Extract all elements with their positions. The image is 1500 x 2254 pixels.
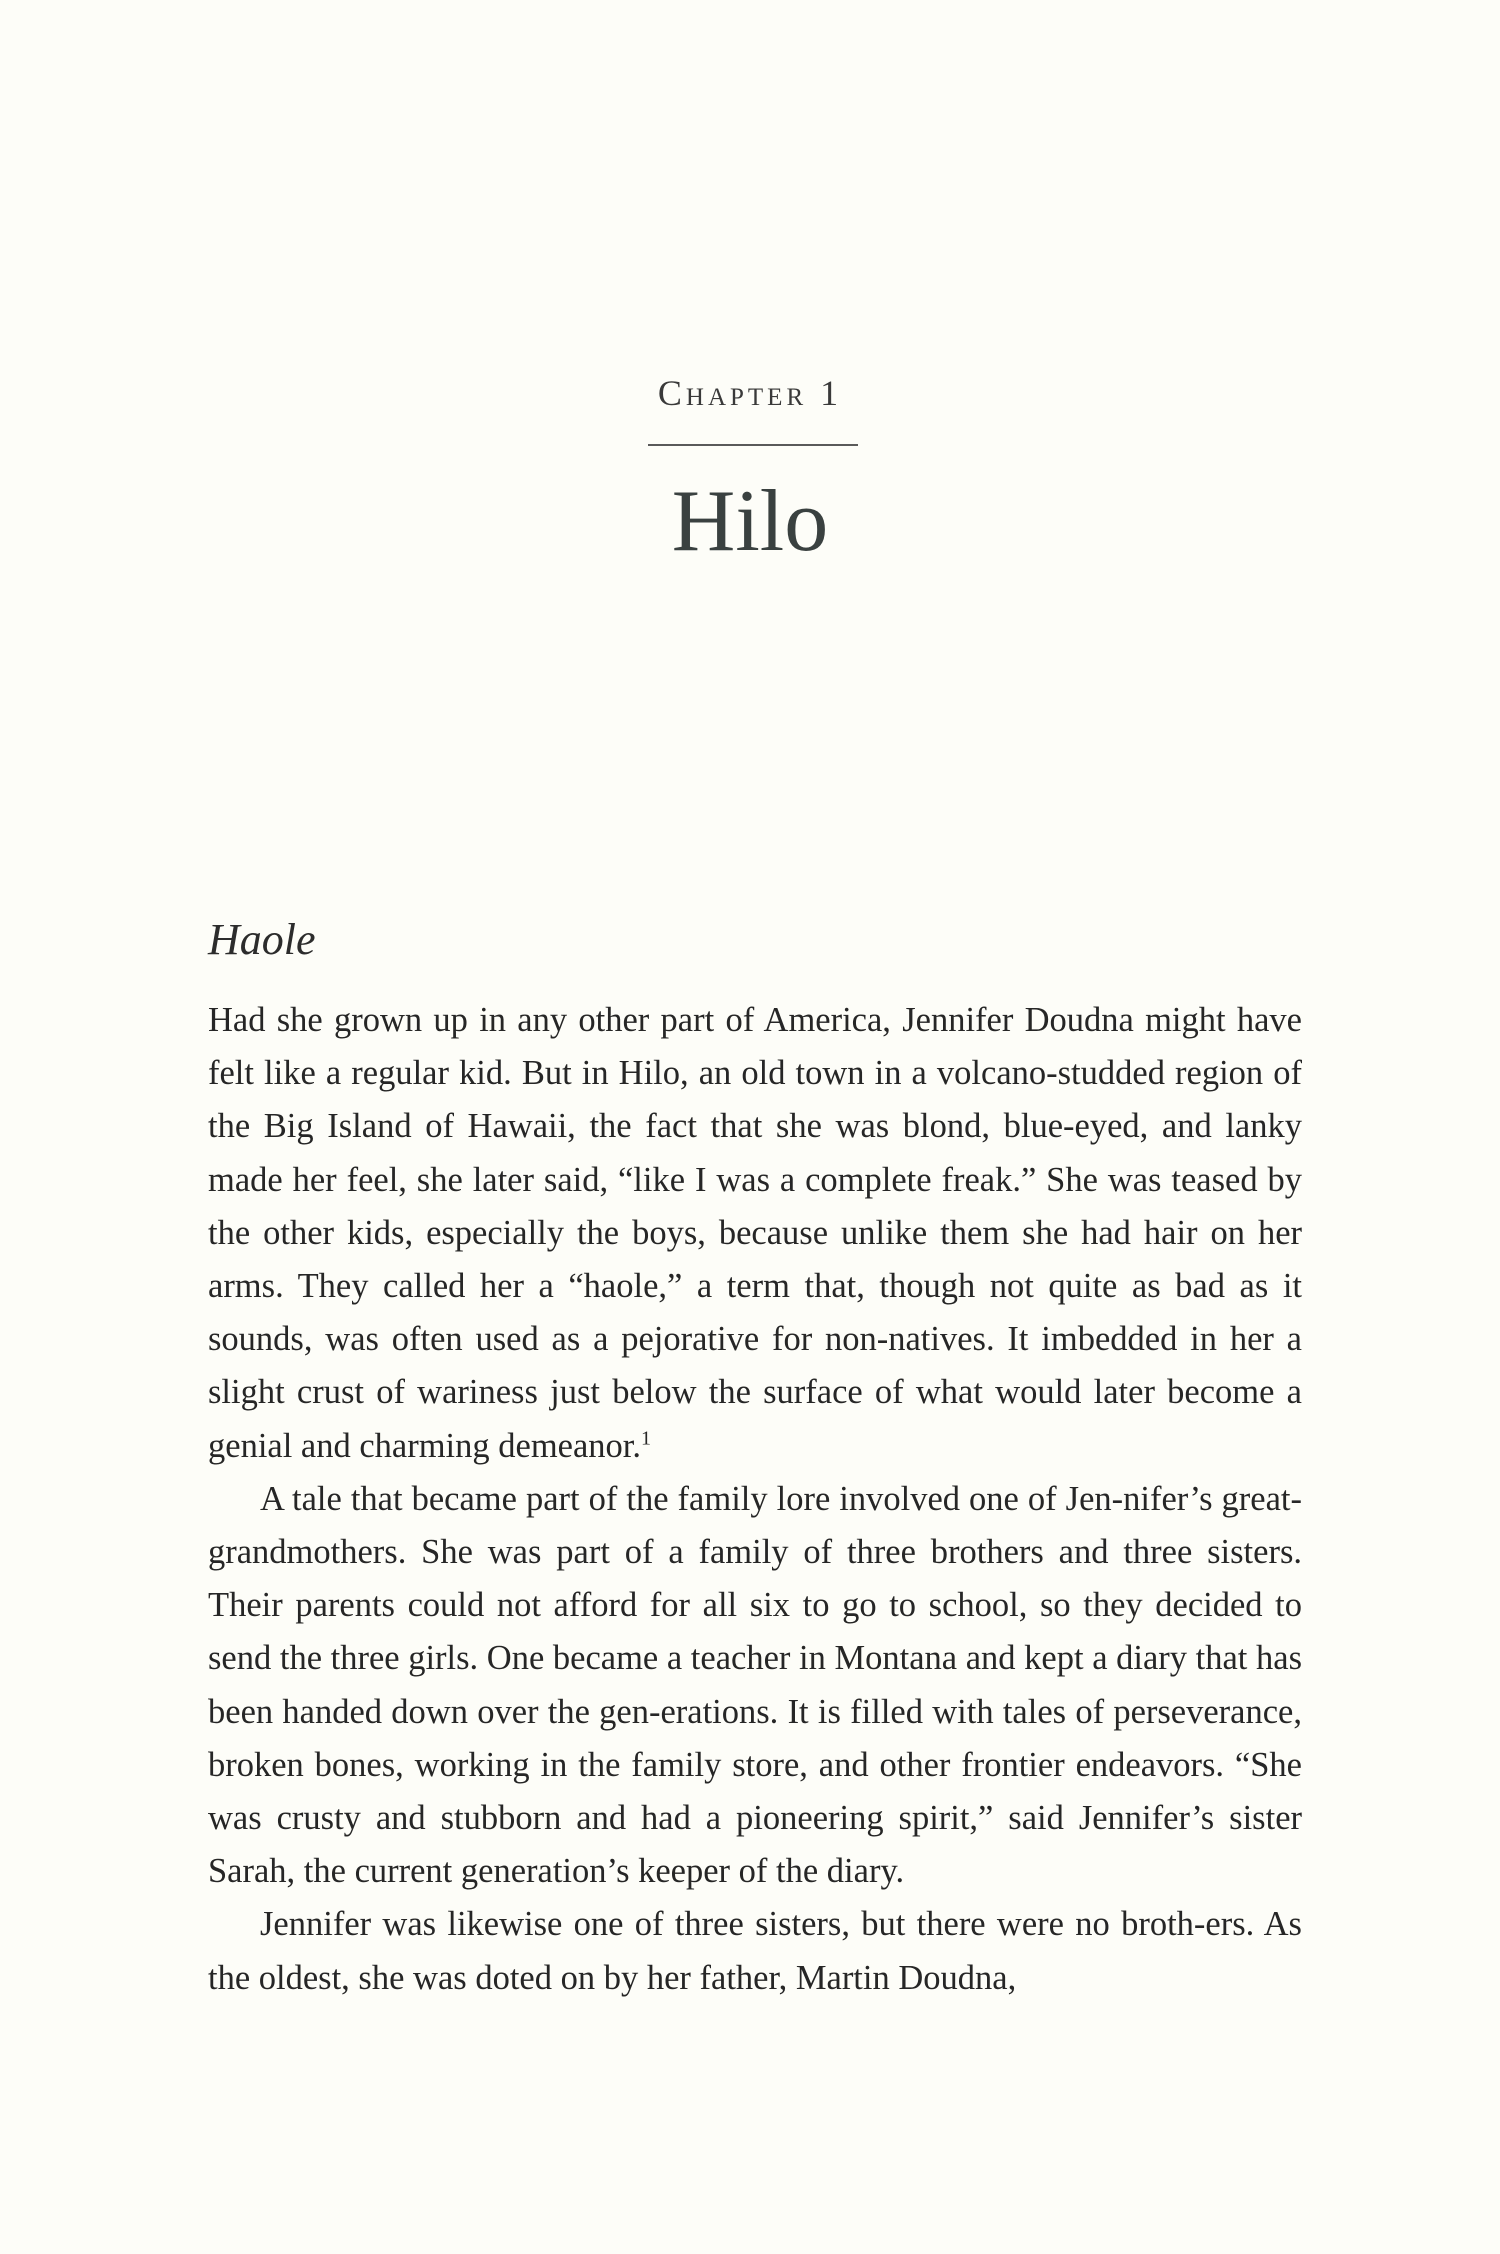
paragraph xyxy=(208,1473,1302,1899)
paragraph-text: Had she grown up in any other part of America, Jennifer Doudna might have felt like a regular kid. But in Hilo, an old town in a volcano-studded region of the Big Island of Hawaii, the fact that she was blond, blue-eyed, and lanky made her feel, she later said, “like I was a complete freak.” She was teased by the other kids, especially the boys, because unlike them she had hair on her arms. They called her a “haole,” a term that, though not quite as bad as it sounds, was often used as a pejorative for non-natives. It imbedded in her a slight crust of wariness just below the surface of what would later become a genial and charming demeanor. xyxy=(208,1001,1302,1465)
chapter-divider xyxy=(648,444,858,446)
section-heading: Haole xyxy=(208,915,316,964)
paragraph xyxy=(208,1898,1302,2004)
body-text xyxy=(208,994,1302,2005)
paragraph-text: Jennifer was likewise one of three sisters, but there were no broth-ers. As the oldest, she was doted on by her father, Martin Doudna, xyxy=(208,1905,1302,1997)
paragraph-text: A tale that became part of the family lore involved one of Jen-nifer’s great-grandmothers. She was part of a family of three brothers and three sisters. Their parents could not afford for all six to go to school, so they decided to send the three girls. One became a teacher in Montana and kept a diary that has been handed down over the gen-erations. It is filled with tales of perseverance, broken bones, working in the family store, and other frontier endeavors. “She was crusty and stubborn and had a pioneering spirit,” said Jennifer’s sister Sarah, the current generation’s keeper of the diary. xyxy=(208,1479,1302,1891)
footnote-marker: 1 xyxy=(641,1427,652,1450)
paragraph xyxy=(208,994,1302,1473)
chapter-label: Chapter 1 xyxy=(657,373,843,413)
chapter-title: Hilo xyxy=(671,473,829,570)
